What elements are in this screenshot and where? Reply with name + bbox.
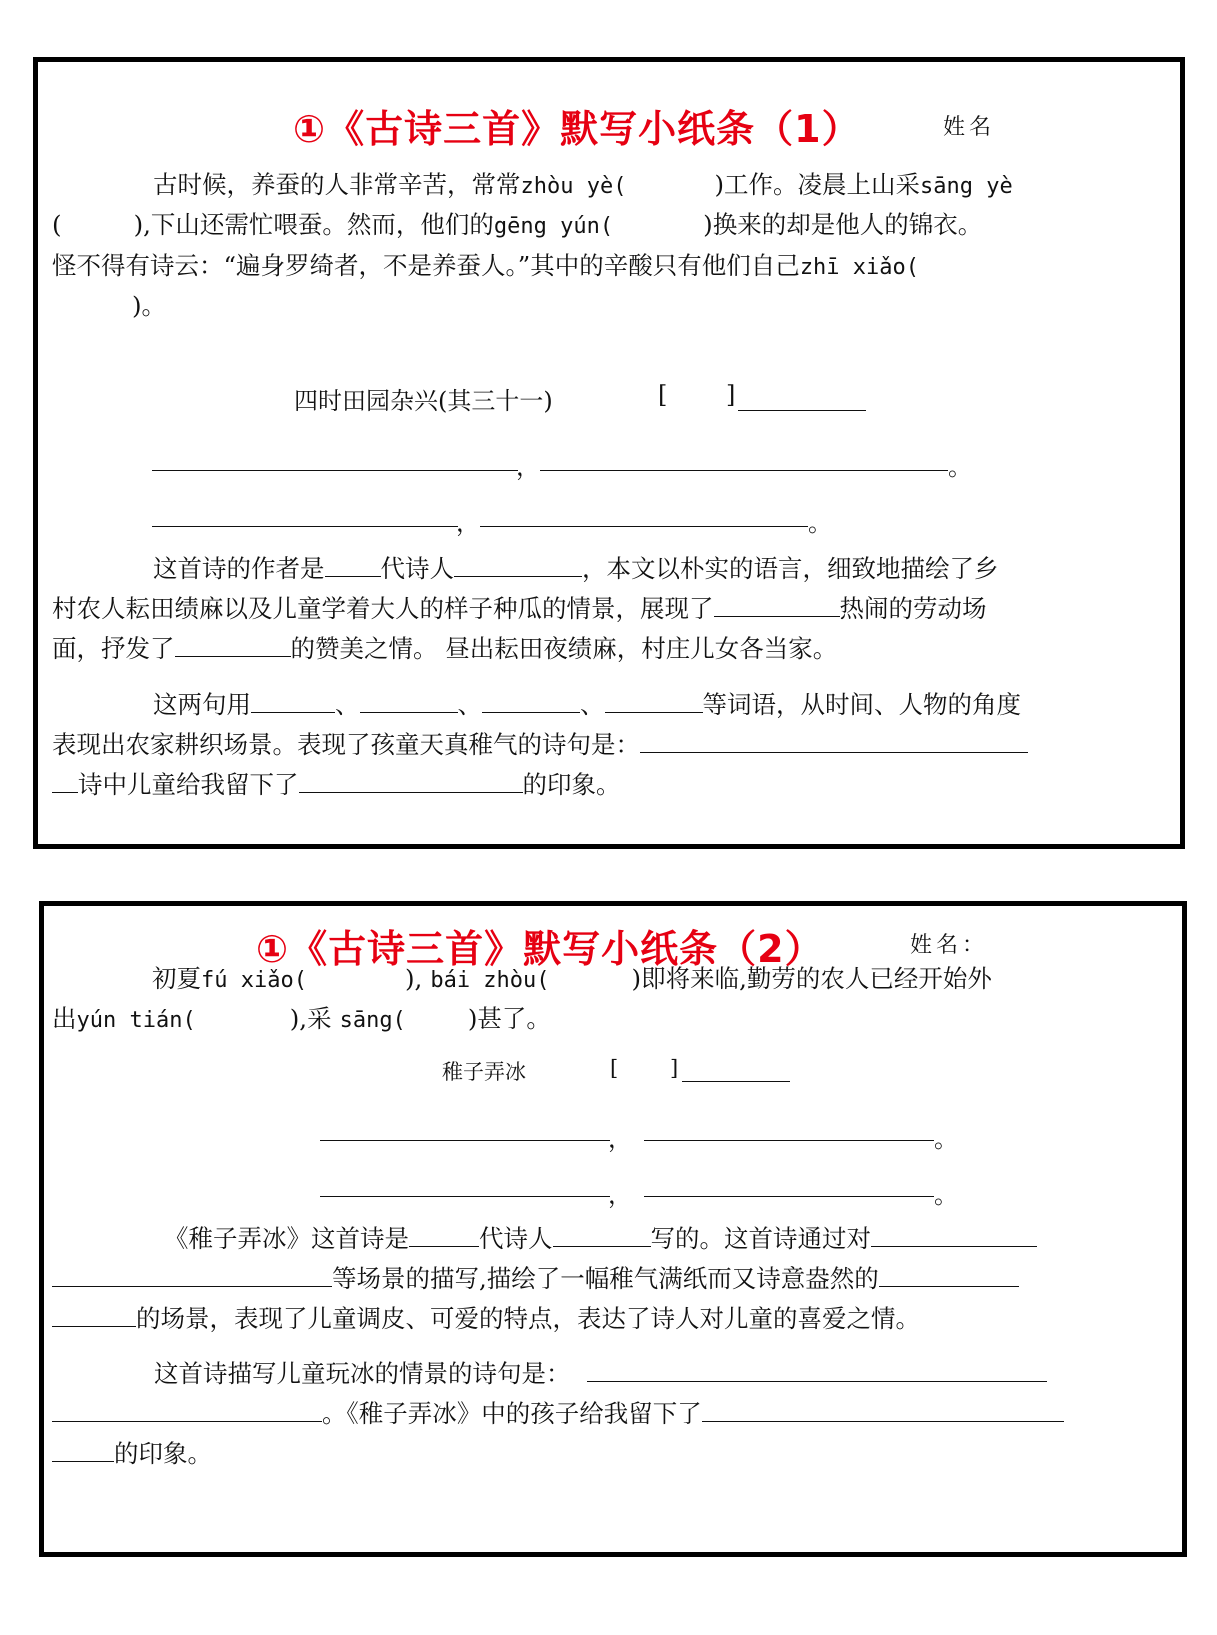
bracket-close: ] — [726, 381, 736, 409]
poem-line-blank[interactable] — [152, 526, 458, 527]
paragraph-line: 的场景，表现了儿童调皮、可爱的特点，表达了诗人对儿童的喜爱之情。 — [52, 1304, 1182, 1334]
name-label: 姓名 — [943, 115, 996, 140]
period: 。 — [808, 509, 832, 537]
bracket-open: [ — [658, 381, 668, 409]
poem-line-blank[interactable] — [480, 526, 808, 527]
paragraph-line: 诗中儿童给我留下了 的印象。 — [52, 770, 1180, 800]
poem-title: 稚子弄冰 — [442, 1060, 526, 1084]
paragraph-line: ( ),下山还需忙喂蚕。然而，他们的gēng yún( )换来的却是他人的锦衣。 — [52, 210, 983, 239]
answer-blank[interactable] — [871, 1224, 1037, 1247]
paragraph-line: 这首诗描写儿童玩冰的情景的诗句是： — [154, 1359, 1182, 1389]
poem-line-blank[interactable] — [644, 1140, 934, 1141]
paragraph-line: 出yún tián( ),采 sāng( )甚了。 — [52, 1004, 551, 1033]
answer-blank[interactable] — [879, 1264, 1019, 1287]
card-title: ①《古诗三首》默写小纸条（1） — [293, 107, 861, 151]
answer-blank[interactable] — [251, 690, 335, 713]
poem-title: 四时田园杂兴(其三十一) — [294, 387, 553, 415]
paragraph-line: 《稚子弄冰》这首诗是 代诗人 写的。这首诗通过对 — [164, 1224, 1182, 1254]
period: 。 — [934, 1181, 958, 1209]
card-title: ①《古诗三首》默写小纸条（2） — [256, 927, 824, 971]
answer-blank[interactable] — [482, 690, 580, 713]
answer-blank[interactable] — [702, 1399, 1064, 1422]
answer-blank[interactable] — [360, 690, 458, 713]
poem-line-blank[interactable] — [320, 1140, 610, 1141]
poem-line-blank[interactable] — [320, 1196, 610, 1197]
answer-blank[interactable] — [325, 554, 381, 577]
paragraph-line: 。《稚子弄冰》中的孩子给我留下了 — [52, 1399, 1182, 1429]
answer-blank[interactable] — [299, 770, 523, 793]
answer-blank[interactable] — [52, 1439, 114, 1462]
poem-line-blank[interactable] — [540, 470, 948, 471]
paragraph-line: 怪不得有诗云：“遍身罗绮者，不是养蚕人。”其中的辛酸只有他们自己zhī xiǎo( — [52, 251, 920, 280]
answer-blank[interactable] — [52, 1264, 332, 1287]
paragraph-line: 村农人耘田绩麻以及儿童学着大人的样子种瓜的情景，展现了 热闹的劳动场 — [52, 594, 987, 623]
poem-line-blank[interactable] — [644, 1196, 934, 1197]
answer-blank[interactable] — [52, 770, 78, 793]
pinyin: fú xiǎo( — [201, 968, 307, 993]
answer-blank[interactable] — [587, 1359, 1047, 1382]
name-label: 姓名： — [910, 933, 989, 958]
paragraph-line: 初夏fú xiǎo( ), bái zhòu( )即将来临,勤劳的农人已经开始外 — [152, 964, 992, 993]
author-blank[interactable] — [738, 410, 866, 411]
comma: ， — [608, 1181, 632, 1209]
answer-blank[interactable] — [454, 554, 582, 577]
pinyin: zhī xiǎo( — [799, 255, 920, 280]
pinyin: sāng( — [339, 1008, 406, 1033]
bracket-open: [ — [610, 1056, 619, 1080]
answer-blank[interactable] — [714, 594, 840, 617]
answer-blank[interactable] — [409, 1224, 479, 1247]
answer-blank[interactable] — [52, 1399, 322, 1422]
author-blank[interactable] — [682, 1081, 790, 1082]
paragraph-line: 古时候，养蚕的人非常辛苦，常常zhòu yè( )工作。凌晨上山采sāng yè — [153, 170, 1013, 199]
answer-blank[interactable] — [640, 730, 1028, 753]
period: 。 — [934, 1125, 958, 1153]
answer-blank[interactable] — [175, 634, 291, 657]
paragraph-line: )。 — [132, 291, 167, 320]
bracket-close: ] — [670, 1056, 679, 1080]
pinyin: gēng yún( — [493, 214, 614, 239]
paragraph-line: 的印象。 — [52, 1439, 1182, 1469]
paragraph-line: 表现出农家耕织场景。表现了孩童天真稚气的诗句是： — [52, 730, 1180, 760]
pinyin: sāng yè — [920, 174, 1013, 199]
dictation-card-1 — [33, 57, 1185, 849]
poem-line-blank[interactable] — [152, 470, 518, 471]
pinyin: yún tián( — [76, 1008, 196, 1033]
paragraph-line: 等场景的描写,描绘了一幅稚气满纸而又诗意盎然的 — [52, 1264, 1182, 1294]
paragraph-line: 这两句用 、 、 、 等词语，从时间、人物的角度 — [153, 690, 1021, 719]
pinyin: zhòu yè( — [520, 174, 627, 199]
comma: ， — [516, 453, 540, 481]
paragraph-line: 这首诗的作者是 代诗人 ，本文以朴实的语言，细致地描绘了乡 — [153, 554, 999, 583]
answer-blank[interactable] — [605, 690, 703, 713]
paragraph-line: 面，抒发了 的赞美之情。 昼出耘田夜绩麻，村庄儿女各当家。 — [52, 634, 838, 663]
comma: ， — [456, 509, 480, 537]
dictation-card-2 — [39, 901, 1187, 1557]
period: 。 — [948, 453, 972, 481]
answer-blank[interactable] — [553, 1224, 651, 1247]
answer-blank[interactable] — [52, 1304, 136, 1327]
comma: ， — [608, 1125, 632, 1153]
pinyin: bái zhòu( — [430, 968, 550, 993]
